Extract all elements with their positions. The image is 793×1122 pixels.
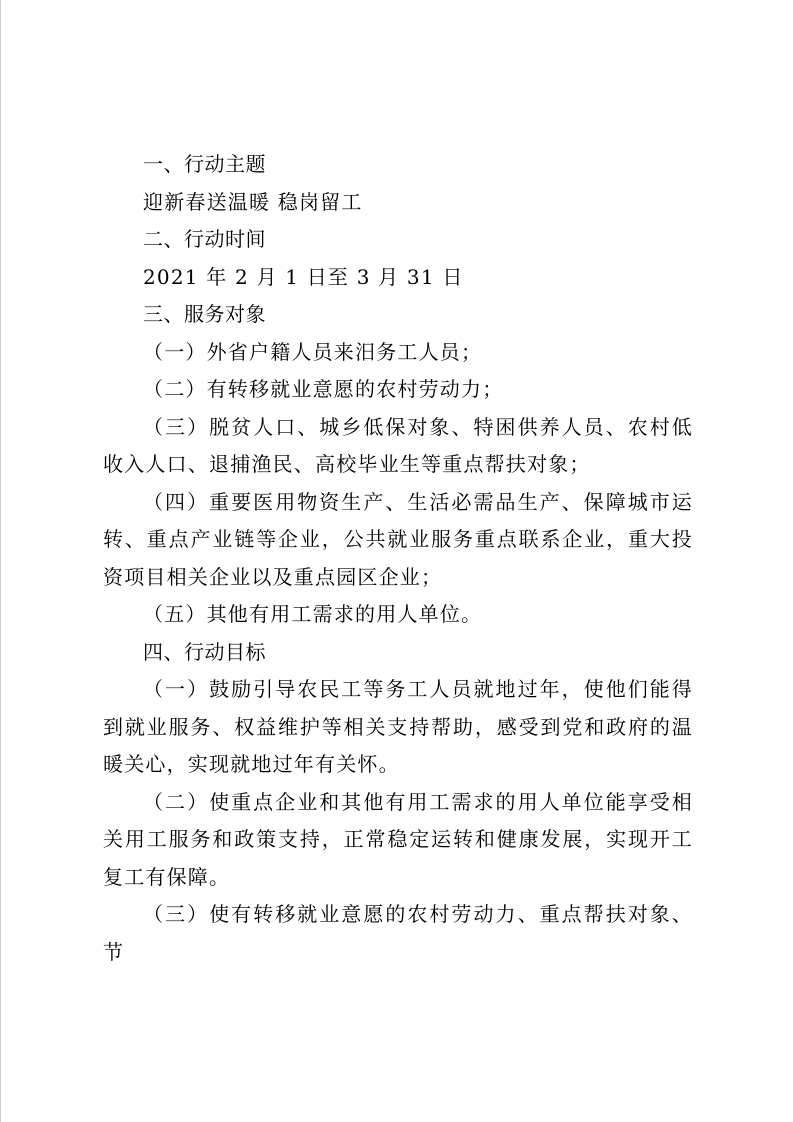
goal-item-1: （一）鼓励引导农民工等务工人员就地过年，使他们能得到就业服务、权益维护等相关支持帮助，感受到党和政府的温暖关心，实现就地过年有关怀。 <box>103 677 693 776</box>
theme-text: 迎新春送温暖 稳岗留工 <box>143 189 363 214</box>
target-item-4: （四）重要医用物资生产、生活必需品生产、保障城市运转、重点产业链等企业，公共就业服务重点联系企业，重大投资项目相关企业以及重点园区企业； <box>103 489 693 589</box>
time-text: 2021 年 2 月 1 日至 3 月 31 日 <box>143 264 464 289</box>
target-item-1: （一）外省户籍人员来汨务工人员； <box>143 339 483 364</box>
target-item-3: （三）脱贫人口、城乡低保对象、特困供养人员、农村低收入人口、退捕渔民、高校毕业生等重点帮扶对象； <box>103 414 693 476</box>
section-heading-targets: 三、服务对象 <box>143 302 266 326</box>
target-item-5: （五）其他有用工需求的用人单位。 <box>143 602 483 626</box>
goal-item-2: （二）使重点企业和其他有用工需求的用人单位能享受相关用工服务和政策支持，正常稳定运转和健康发展，实现开工复工有保障。 <box>103 789 693 889</box>
section-heading-time: 二、行动时间 <box>143 227 266 251</box>
target-item-2: （二）有转移就业意愿的农村劳动力； <box>143 377 504 401</box>
section-heading-goals: 四、行动目标 <box>143 639 266 664</box>
goal-item-3: （三）使有转移就业意愿的农村劳动力、重点帮扶对象、节 <box>103 902 693 964</box>
section-heading-theme: 一、行动主题 <box>143 152 266 176</box>
document-body <box>103 146 693 971</box>
